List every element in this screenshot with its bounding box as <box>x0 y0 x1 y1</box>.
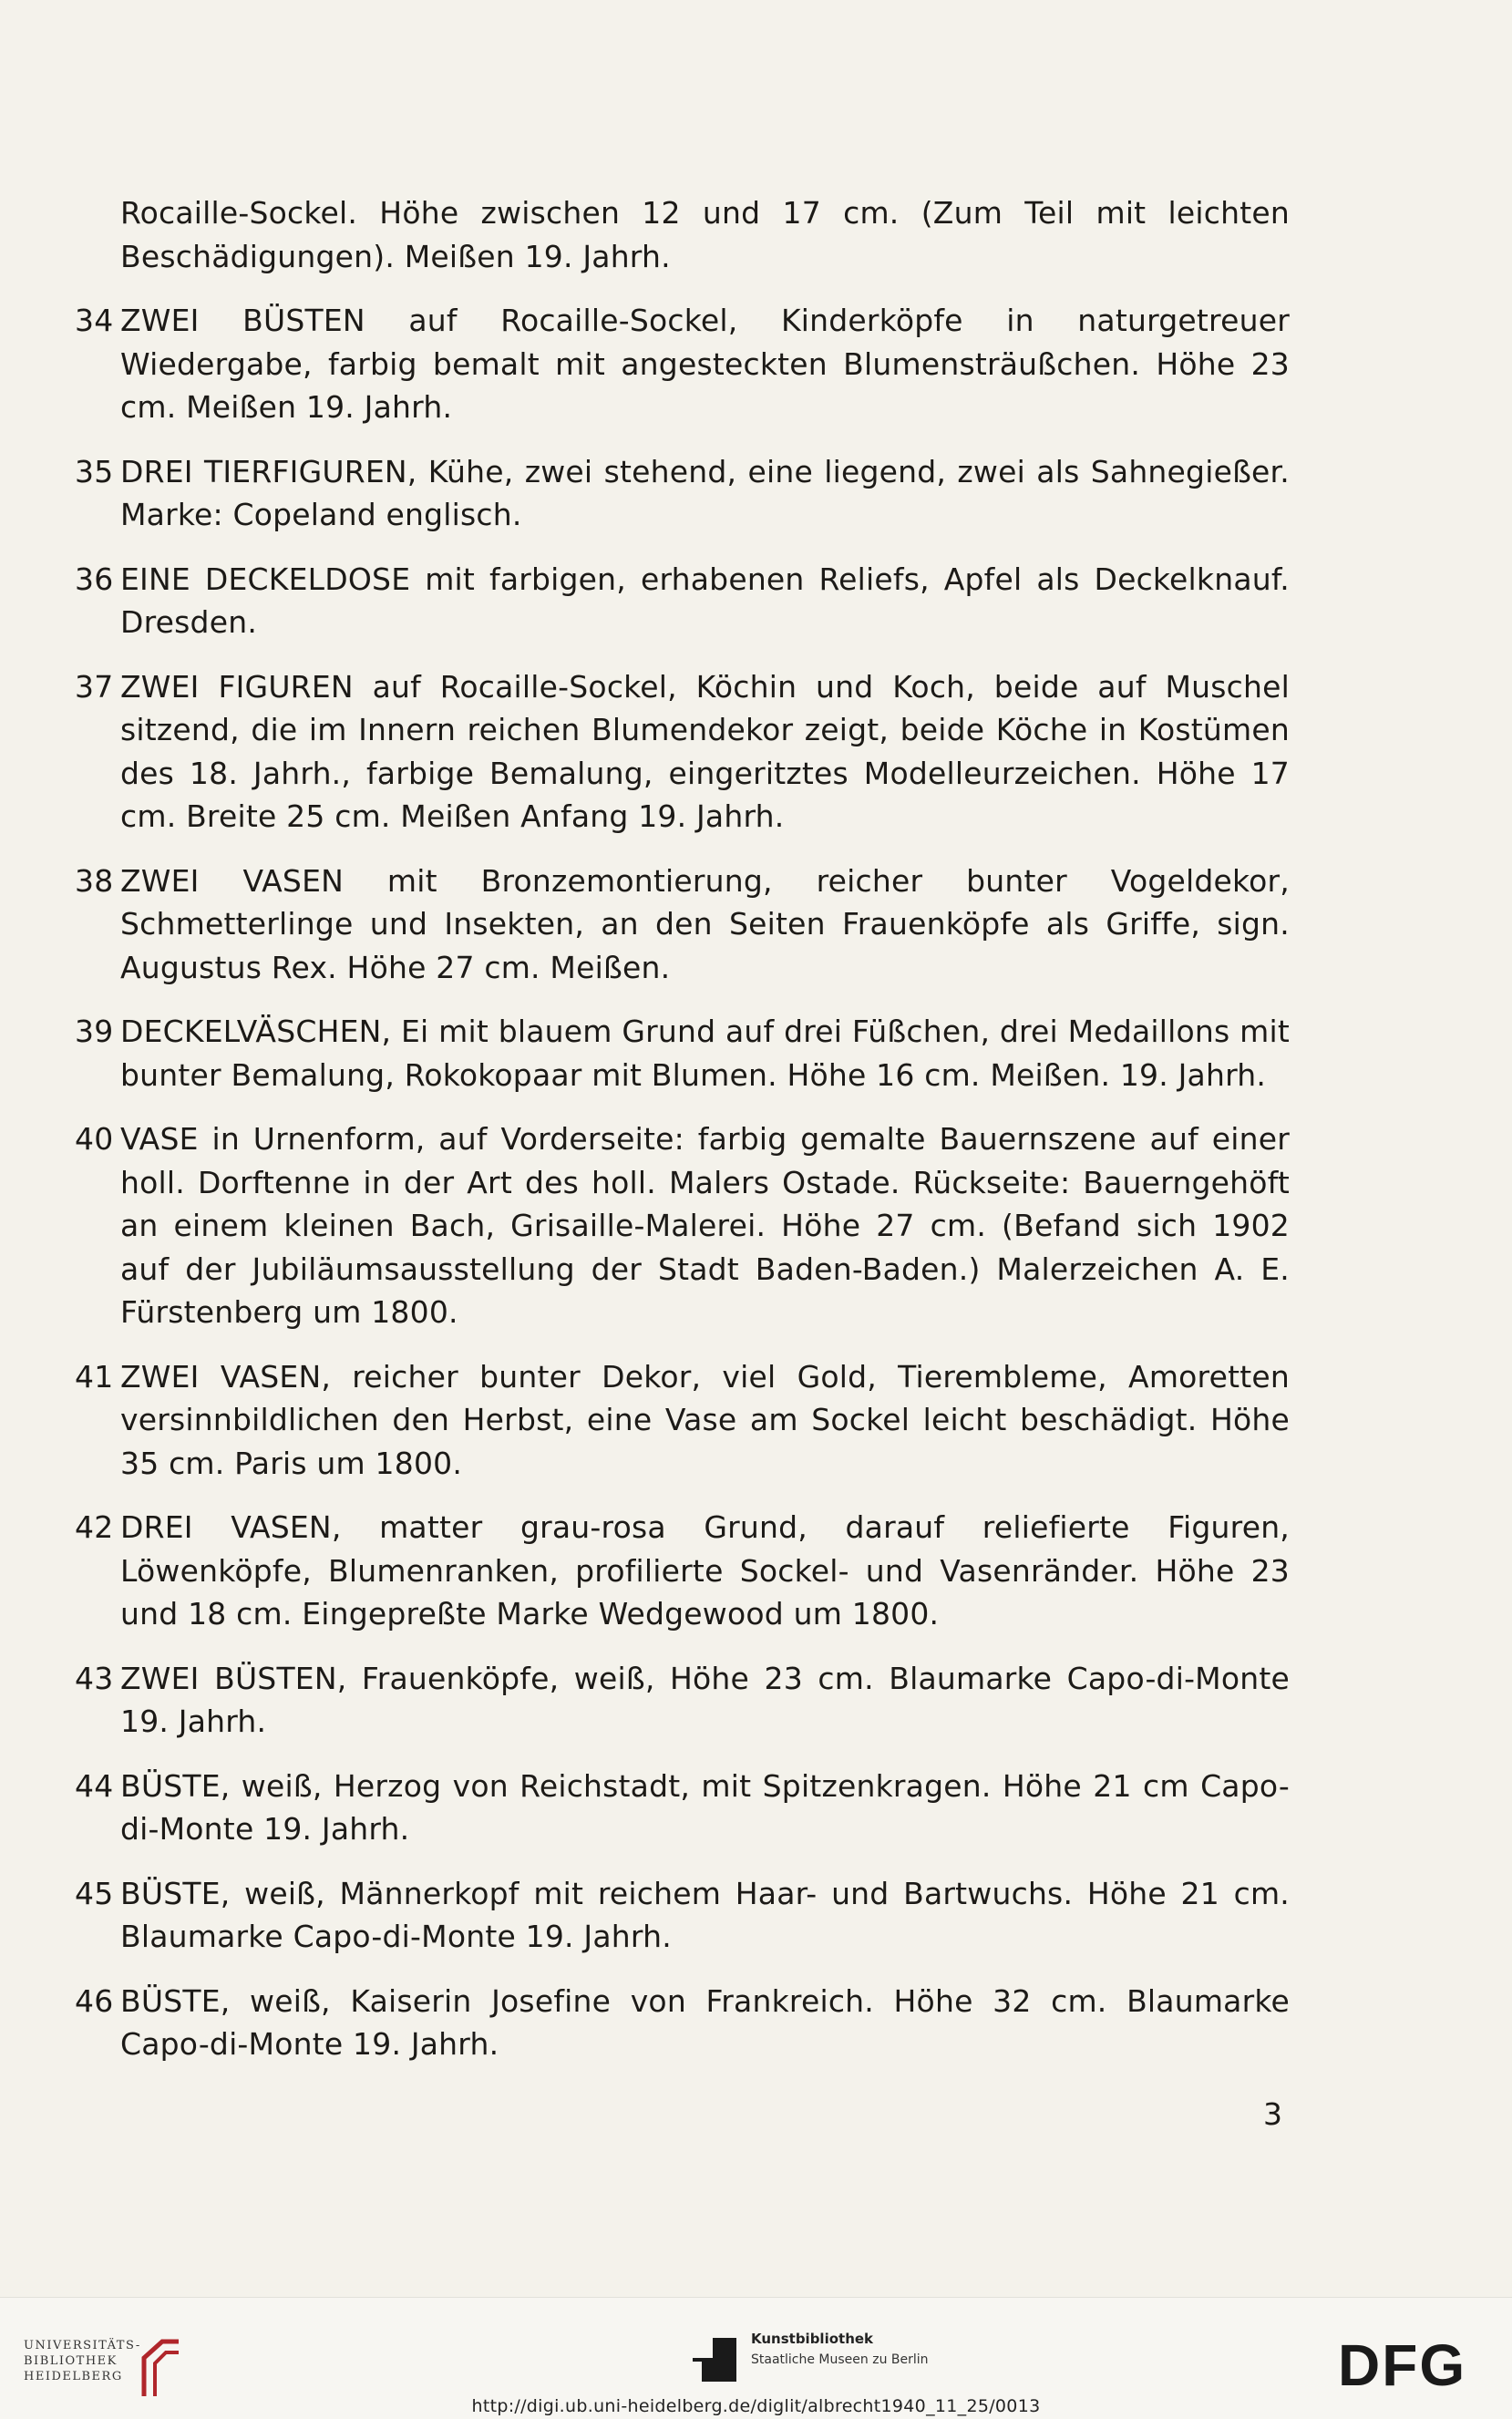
catalog-entry-42 <box>75 1506 1290 1636</box>
ub-line-3: HEIDELBERG <box>24 2370 123 2383</box>
kunstbibliothek-emblem-icon <box>693 2338 736 2382</box>
catalog-entry-36 <box>75 558 1290 644</box>
entry-text: DECKELVÄSCHEN, Ei mit blauem Grund auf drei Füßchen, drei Medaillons mit bunter Bemalung, Rokokopaar mit Blumen. Höhe 16 cm. Meißen. 19. Jahrh. <box>120 1014 1290 1093</box>
entry-text: ZWEI BÜSTEN auf Rocaille-Sockel, Kinderköpfe in naturgetreuer Wiedergabe, farbig bemalt mit angesteckten Blumensträußchen. Höhe 23 cm. Meißen 19. Jahrh. <box>120 303 1290 425</box>
catalog-entry-39 <box>75 1010 1290 1096</box>
ub-line-1: UNIVERSITÄTS- <box>24 2339 141 2352</box>
entry-text: ZWEI FIGUREN auf Rocaille-Sockel, Köchin und Koch, beide auf Muschel sitzend, die im Innern reichen Blumendekor zeigt, beide Köche in Kostümen des 18. Jahrh., farbige Bemalung, eingeritztes Modelleurzeichen. Höhe 17 cm. Breite 25 cm. Meißen Anfang 19. Jahrh. <box>120 668 1290 834</box>
viewer-footer <box>0 2297 1512 2419</box>
entry-text: ZWEI BÜSTEN, Frauenköpfe, weiß, Höhe 23 cm. Blaumarke Capo-di-Monte 19. Jahrh. <box>120 1660 1290 1739</box>
entry-number: 35 <box>75 453 114 489</box>
catalog-entry-37 <box>75 665 1290 839</box>
catalog-entry-41 <box>75 1355 1290 1486</box>
catalog-entry-44 <box>75 1765 1290 1851</box>
entry-text: BÜSTE, weiß, Männerkopf mit reichem Haar- und Bartwuchs. Höhe 21 cm. Blaumarke Capo-di-Monte 19. Jahrh. <box>120 1875 1290 1954</box>
entry-number: 41 <box>75 1358 114 1395</box>
entry-number: 46 <box>75 1982 114 2019</box>
catalog-entry-45 <box>75 1872 1290 1959</box>
catalog-entry-46 <box>75 1980 1290 2066</box>
catalog-entry-43 <box>75 1657 1290 1744</box>
entry-text: BÜSTE, weiß, Herzog von Reichstadt, mit Spitzenkragen. Höhe 21 cm Capo-di-Monte 19. Jahrh. <box>120 1767 1290 1847</box>
page-number: 3 <box>1263 2096 1282 2132</box>
catalog-entry-40 <box>75 1117 1290 1334</box>
entry-number: 34 <box>75 303 114 338</box>
entry-text: EINE DECKELDOSE mit farbigen, erhabenen Reliefs, Apfel als Deckelknauf. Dresden. <box>120 561 1290 640</box>
ub-line-2: BIBLIOTHEK <box>24 2354 118 2368</box>
entry-number: 42 <box>75 1509 114 1545</box>
entry-text: VASE in Urnenform, auf Vorderseite: farbig gemalte Bauernszene auf einer holl. Dorftenne in der Art des holl. Malers Ostade. Rückseite: Bauerngehöft an einem kleinen Bach, Grisaille-Malerei. Höhe 27 cm. (Befand sich 1902 auf der Jubiläumsausstellung der Stadt Baden-Baden.) Malerzeichen A. E. Fürstenberg um 1800. <box>120 1121 1290 1330</box>
permalink-url[interactable]: http://digi.ub.uni-heidelberg.de/diglit/albrecht1940_11_25/0013 <box>471 2396 1041 2416</box>
ub-emblem-icon <box>139 2338 184 2398</box>
entry-number: 43 <box>75 1660 114 1696</box>
catalog-entry-34 <box>75 299 1290 429</box>
entry-text: ZWEI VASEN, reicher bunter Dekor, viel Gold, Tierembleme, Amoretten versinnbildlichen den Herbst, eine Vase am Sockel leicht beschädigt. Höhe 35 cm. Paris um 1800. <box>120 1358 1290 1481</box>
kunstbibliothek-title: Kunstbibliothek <box>751 2331 874 2347</box>
entry-number: 36 <box>75 561 114 597</box>
ub-logo-text <box>24 2338 142 2384</box>
catalog-text <box>75 191 1290 2087</box>
entry-number: 44 <box>75 1767 114 1804</box>
entry-text: DREI TIERFIGUREN, Kühe, zwei stehend, eine liegend, zwei als Sahnegießer. Marke: Copeland englisch. <box>120 453 1290 532</box>
catalog-entry-35 <box>75 450 1290 537</box>
entry-number: 37 <box>75 668 114 705</box>
entry-number: 39 <box>75 1014 114 1049</box>
entry-number: 45 <box>75 1875 114 1911</box>
dfg-logo-text: DFG <box>1338 2332 1467 2393</box>
entry-number: 38 <box>75 862 114 899</box>
entry-number: 40 <box>75 1121 114 1157</box>
dfg-logo[interactable] <box>1336 2332 1491 2393</box>
entry-text: BÜSTE, weiß, Kaiserin Josefine von Frankreich. Höhe 32 cm. Blaumarke Capo-di-Monte 19. Jahrh. <box>120 1982 1290 2062</box>
entry-text: DREI VASEN, matter grau-rosa Grund, darauf reliefierte Figuren, Löwenköpfe, Blumenranken, profilierte Sockel- und Vasenränder. Höhe 23 und 18 cm. Eingepreßte Marke Wedgewood um 1800. <box>120 1509 1290 1632</box>
kunstbibliothek-subtitle: Staatliche Museen zu Berlin <box>751 2352 929 2367</box>
continued-entry: Rocaille-Sockel. Höhe zwischen 12 und 17 cm. (Zum Teil mit leichten Beschädigungen). Meißen 19. Jahrh. <box>120 195 1290 274</box>
entry-text: ZWEI VASEN mit Bronzemontierung, reicher bunter Vogeldekor, Schmetterlinge und Insekten, an den Seiten Frauenköpfe als Griffe, sign. Augustus Rex. Höhe 27 cm. Meißen. <box>120 862 1290 985</box>
catalog-entry-38 <box>75 860 1290 990</box>
